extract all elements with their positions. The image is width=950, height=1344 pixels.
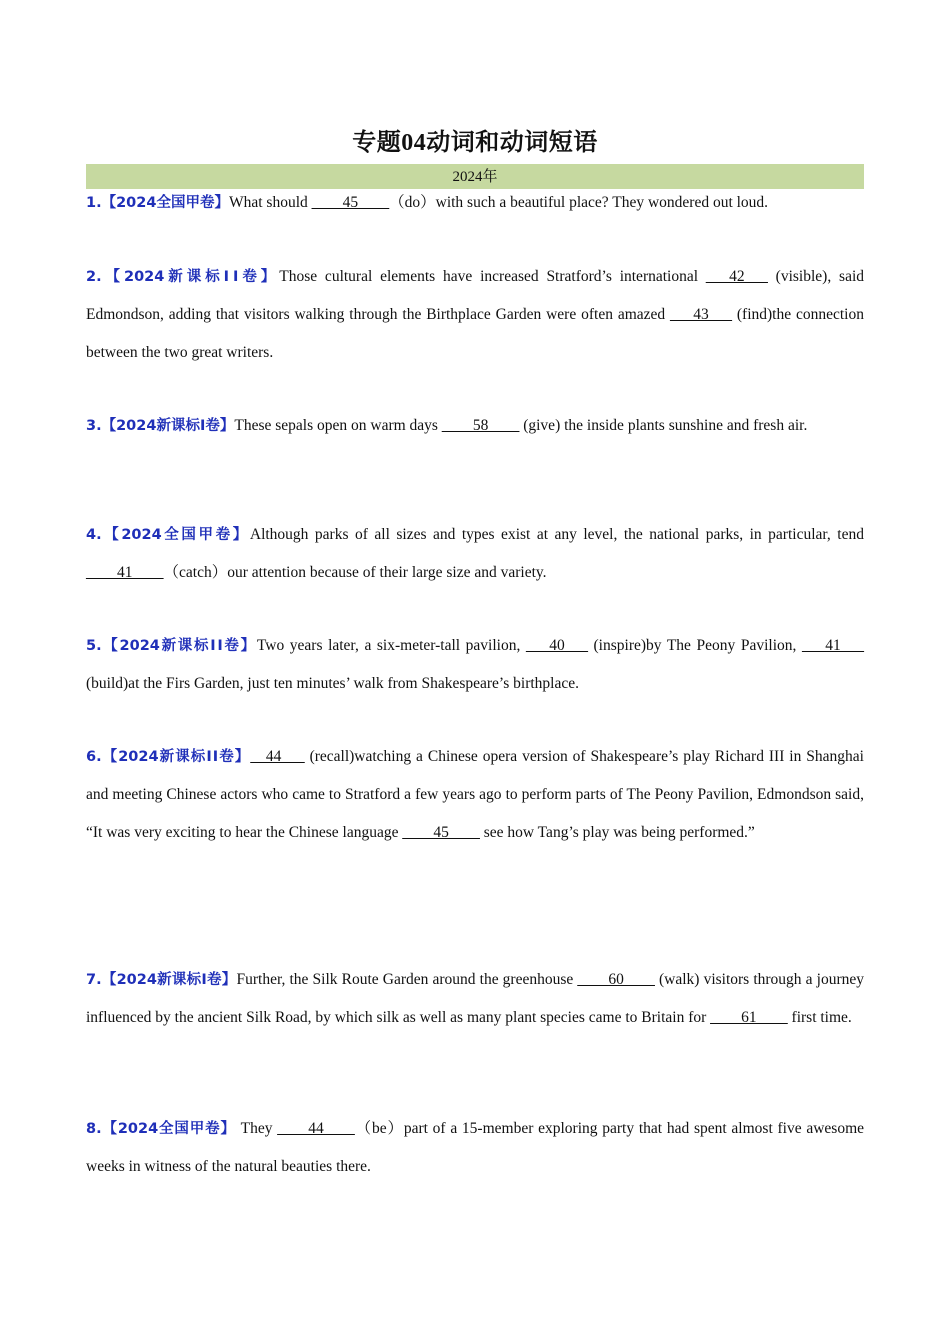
question-3 <box>86 407 864 445</box>
page-title: 专题04动词和动词短语 <box>352 130 598 156</box>
question-7 <box>86 961 864 1037</box>
answer-blank: ____58____ <box>441 417 520 434</box>
question-text: These sepals open on warm days <box>234 417 442 434</box>
answer-blank: ____44____ <box>277 1120 355 1137</box>
question-text: (visible), said Edmondson, adding that visitors walking through the Birthplace Garden were often amazed <box>86 268 865 323</box>
question-tag: 4.【2024全国甲卷】 <box>86 527 250 543</box>
question-text: Further, the Silk Route Garden around the greenhouse <box>236 971 578 988</box>
answer-blank: ___42___ <box>705 268 768 285</box>
question-tag: 1.【2024全国甲卷】 <box>86 195 229 211</box>
question-text: （do）with such a beautiful place? They wondered out loud. <box>389 194 769 211</box>
question-tag: 3.【2024新课标Ⅰ卷】 <box>86 418 235 434</box>
answer-blank: ___43___ <box>670 306 733 323</box>
question-text: (give) the inside plants sunshine and fresh air. <box>519 417 808 434</box>
answer-blank: ___40___ <box>525 637 588 654</box>
answer-blank: ____45____ <box>402 824 480 841</box>
answer-blank: ____45____ <box>311 194 390 211</box>
question-tag: 8.【2024全国甲卷】 <box>86 1121 236 1137</box>
question-8 <box>86 1110 864 1186</box>
answer-blank: ___41___ <box>802 637 864 654</box>
question-1 <box>86 184 864 222</box>
question-text: Although parks of all sizes and types exist at any level, the national parks, in particular, tend <box>249 526 864 543</box>
question-text: What should <box>228 194 312 211</box>
question-tag: 2.【2024新课标ⅠⅠ卷】 <box>86 269 280 285</box>
question-text: see how Tang’s play was being performed.” <box>479 824 755 841</box>
answer-blank: __44___ <box>250 748 305 765</box>
question-6 <box>86 738 864 852</box>
question-text: Those cultural elements have increased Stratford’s international <box>279 268 706 285</box>
question-tag: 6.【2024新课标ⅠⅠ卷】 <box>86 749 251 765</box>
question-text: (walk) visitors through a journey influenced by the ancient Silk Road, by which silk as well as many plant species came to Britain for <box>86 971 864 1026</box>
year-band: 2024年 <box>86 164 864 189</box>
question-2 <box>86 258 864 372</box>
question-tag: 7.【2024新课标Ⅰ卷】 <box>86 972 237 988</box>
question-text: （catch）our attention because of their large size and variety. <box>163 564 547 581</box>
question-text: （be）part of a 15-member exploring party that had spent almost five awesome weeks in witness of the natural beauties there. <box>86 1120 864 1175</box>
question-4 <box>86 516 864 592</box>
question-text: (build)at the Firs Garden, just ten minutes’ walk from Shakespeare’s birthplace. <box>86 675 579 692</box>
question-text: (inspire)by The Peony Pavilion, <box>587 637 802 654</box>
question-text: They <box>235 1120 278 1137</box>
question-text: first time. <box>787 1009 852 1026</box>
question-text: Two years later, a six-meter-tall pavilion, <box>256 637 526 654</box>
answer-blank: ____41____ <box>86 564 164 581</box>
answer-blank: ____60____ <box>577 971 655 988</box>
question-tag: 5.【2024新课标ⅠⅠ卷】 <box>86 638 257 654</box>
question-5 <box>86 627 864 703</box>
question-text: (find)the connection between the two great writers. <box>86 306 864 361</box>
answer-blank: ____61____ <box>710 1009 788 1026</box>
question-text: (recall)watching a Chinese opera version of Shakespeare’s play Richard III in Shanghai and meeting Chinese actors who came to Stratford a few years ago to perform parts of The Peony Pavilion, Edmondson said, “It was very exciting to hear the Chinese language <box>86 748 864 841</box>
